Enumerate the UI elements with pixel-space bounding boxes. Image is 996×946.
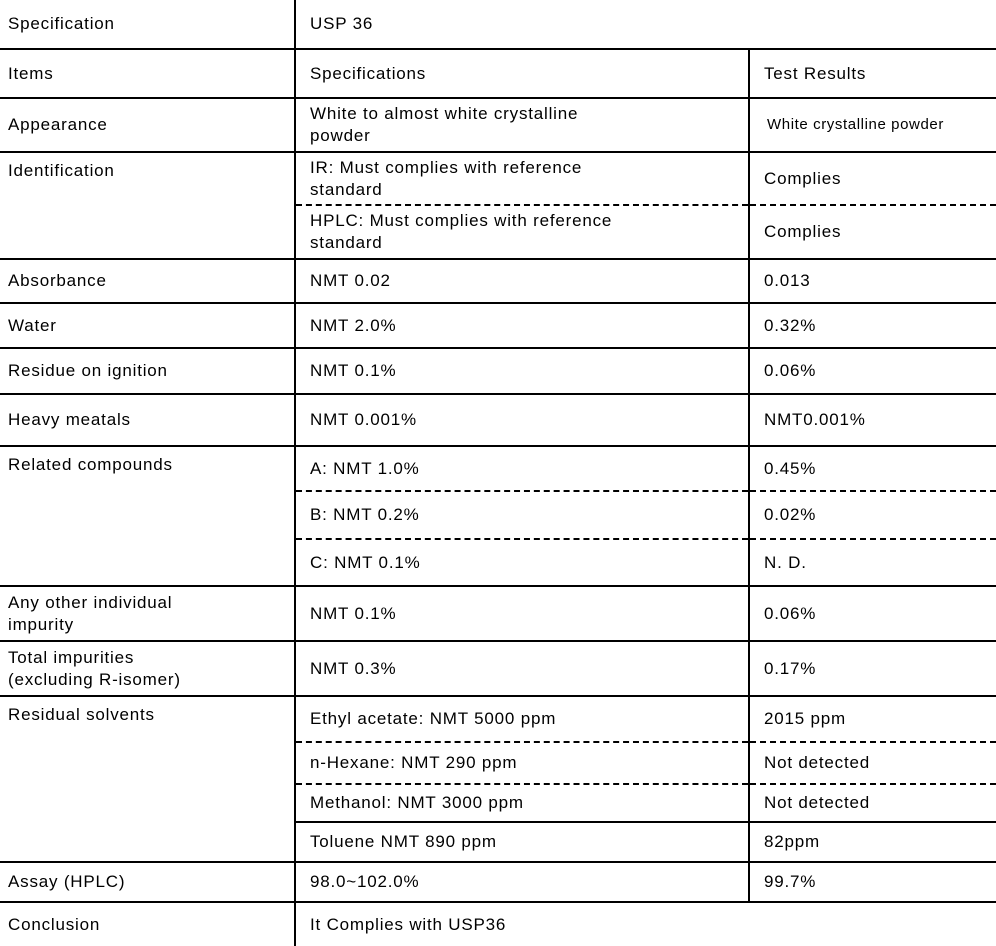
result-value: 0.32% — [749, 303, 996, 348]
result-value: Not detected — [749, 784, 996, 822]
item-label: Related compounds — [0, 446, 295, 586]
spec-value-text: White to almost white crystalline powder — [310, 104, 579, 145]
item-label: Residue on ignition — [0, 348, 295, 394]
result-value: N. D. — [749, 539, 996, 586]
item-label-text: Any other individual impurity — [8, 592, 173, 634]
table-row-total-impurities — [0, 641, 996, 696]
column-header-row — [0, 49, 996, 98]
result-value: 0.06% — [749, 348, 996, 394]
spec-value: C: NMT 0.1% — [295, 539, 749, 586]
spec-value: Toluene NMT 890 ppm — [295, 822, 749, 862]
table-row-conclusion — [0, 902, 996, 946]
result-value: 0.02% — [749, 491, 996, 539]
item-label: Identification — [0, 152, 295, 259]
item-label: Heavy meatals — [0, 394, 295, 446]
table-row-water — [0, 303, 996, 348]
table-row-related-compound-a — [0, 446, 996, 491]
spec-value: NMT 0.02 — [295, 259, 749, 303]
spec-value: Ethyl acetate: NMT 5000 ppm — [295, 696, 749, 742]
result-value: 0.17% — [749, 641, 996, 696]
result-value: 99.7% — [749, 862, 996, 902]
spec-value: A: NMT 1.0% — [295, 446, 749, 491]
table-row-any-other-individual-impurity — [0, 586, 996, 641]
result-value: 0.013 — [749, 259, 996, 303]
spec-value — [295, 205, 749, 259]
column-header-test-results: Test Results — [749, 49, 996, 98]
table-row-residue-on-ignition — [0, 348, 996, 394]
spec-value: NMT 2.0% — [295, 303, 749, 348]
spec-value-text: IR: Must complies with reference standard — [310, 157, 583, 199]
result-value: Complies — [749, 152, 996, 205]
spec-value: n-Hexane: NMT 290 ppm — [295, 742, 749, 784]
spec-value: Methanol: NMT 3000 ppm — [295, 784, 749, 822]
spec-value: 98.0~102.0% — [295, 862, 749, 902]
result-value: 0.45% — [749, 446, 996, 491]
result-value: 0.06% — [749, 586, 996, 641]
table-row-residual-ethyl-acetate — [0, 696, 996, 742]
item-label-text: Total impurities (excluding R-isomer) — [8, 647, 181, 689]
item-label — [0, 586, 295, 641]
item-label: Residual solvents — [0, 696, 295, 862]
result-value: 82ppm — [749, 822, 996, 862]
spec-value — [295, 98, 749, 152]
spec-value: NMT 0.001% — [295, 394, 749, 446]
spec-header-row — [0, 0, 996, 49]
item-label — [0, 641, 295, 696]
table-row-absorbance — [0, 259, 996, 303]
result-value: NMT0.001% — [749, 394, 996, 446]
spec-value: NMT 0.3% — [295, 641, 749, 696]
item-label: Water — [0, 303, 295, 348]
column-header-specifications: Specifications — [295, 49, 749, 98]
result-value: 2015 ppm — [749, 696, 996, 742]
spec-header-value: USP 36 — [310, 14, 374, 33]
spec-value — [295, 152, 749, 205]
conclusion-value: It Complies with USP36 — [295, 902, 996, 946]
spec-value: NMT 0.1% — [295, 586, 749, 641]
item-label: Assay (HPLC) — [0, 862, 295, 902]
result-value: Not detected — [749, 742, 996, 784]
item-label: Absorbance — [0, 259, 295, 303]
result-value: Complies — [749, 205, 996, 259]
spec-header-label: Specification — [0, 0, 295, 49]
result-value: White crystalline powder — [749, 98, 996, 152]
spec-value: NMT 0.1% — [295, 348, 749, 394]
table-row-identification-ir — [0, 152, 996, 205]
spec-value: B: NMT 0.2% — [295, 491, 749, 539]
table-row-appearance — [0, 98, 996, 152]
spec-value-text: HPLC: Must complies with reference standard — [310, 211, 613, 252]
item-label: Appearance — [0, 98, 295, 152]
table-row-heavy-metals — [0, 394, 996, 446]
table-row-assay — [0, 862, 996, 902]
column-header-items: Items — [0, 49, 295, 98]
conclusion-label: Conclusion — [0, 902, 295, 946]
